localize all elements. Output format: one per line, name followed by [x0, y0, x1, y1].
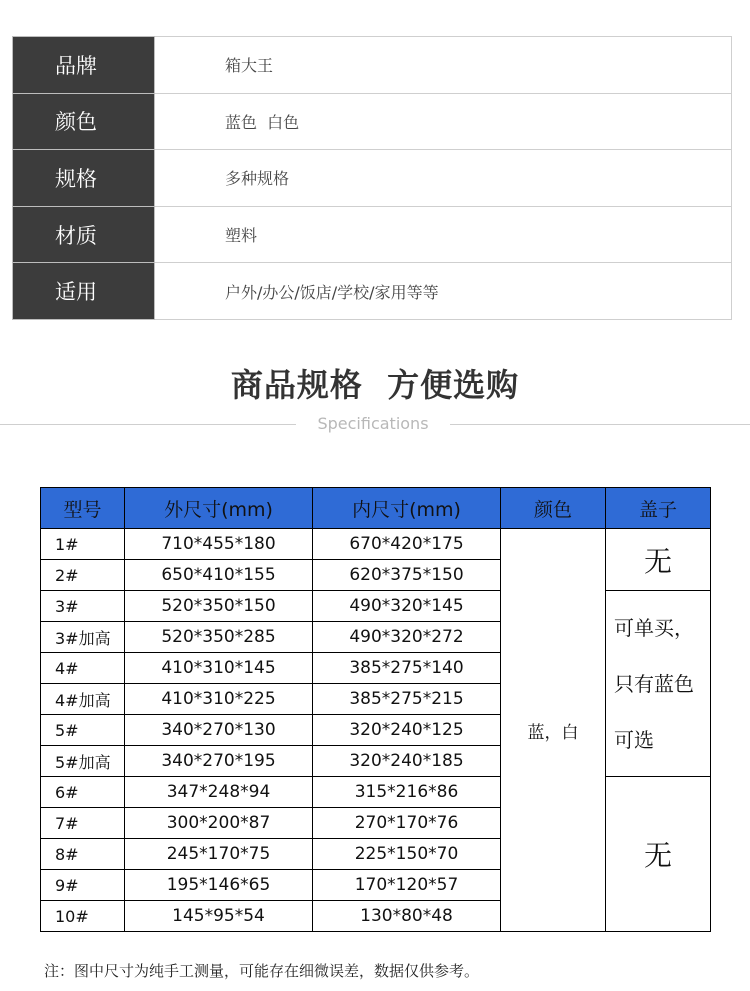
table-row	[41, 529, 711, 560]
section-title: 商品规格 方便选购	[230, 366, 520, 404]
cell-model: 5#	[41, 715, 125, 746]
cell-model: 10#	[41, 901, 125, 932]
cell-inner: 620*375*150	[313, 560, 501, 591]
cell-inner: 490*320*272	[313, 622, 501, 653]
section-subtitle: Specifications	[317, 414, 429, 433]
cell-outer: 340*270*195	[125, 746, 313, 777]
table-row	[41, 591, 711, 622]
attr-value: 塑料	[155, 206, 732, 263]
cell-outer: 410*310*225	[125, 684, 313, 715]
cell-model: 1#	[41, 529, 125, 560]
cell-inner: 385*275*215	[313, 684, 501, 715]
section-subtitle-row	[0, 412, 750, 438]
cell-model: 3#	[41, 591, 125, 622]
header-inner: 内尺寸(mm)	[313, 488, 501, 529]
cell-inner: 130*80*48	[313, 901, 501, 932]
cell-model: 5#加高	[41, 746, 125, 777]
cell-inner: 385*275*140	[313, 653, 501, 684]
lid-note-line: 可选	[614, 727, 654, 752]
cell-inner: 270*170*76	[313, 808, 501, 839]
cell-outer: 300*200*87	[125, 808, 313, 839]
attr-value: 蓝色 白色	[155, 93, 732, 150]
cell-inner: 315*216*86	[313, 777, 501, 808]
cell-model: 4#加高	[41, 684, 125, 715]
cell-outer: 340*270*130	[125, 715, 313, 746]
header-color: 颜色	[501, 488, 606, 529]
cell-inner: 320*240*125	[313, 715, 501, 746]
attr-row-spec	[13, 150, 732, 207]
header-lid: 盖子	[606, 488, 711, 529]
header-outer: 外尺寸(mm)	[125, 488, 313, 529]
attr-row-color	[13, 93, 732, 150]
attr-row-brand	[13, 37, 732, 94]
lid-note-line: 可单买，	[614, 615, 694, 640]
cell-outer: 710*455*180	[125, 529, 313, 560]
attr-key: 材质	[13, 206, 155, 263]
spec-header-row	[41, 488, 711, 529]
attr-key: 颜色	[13, 93, 155, 150]
cell-outer: 245*170*75	[125, 839, 313, 870]
cell-lid-optional	[606, 591, 711, 777]
spec-table	[40, 487, 711, 932]
cell-outer: 520*350*150	[125, 591, 313, 622]
cell-model: 8#	[41, 839, 125, 870]
cell-inner: 670*420*175	[313, 529, 501, 560]
cell-inner: 320*240*185	[313, 746, 501, 777]
cell-outer: 520*350*285	[125, 622, 313, 653]
cell-inner: 490*320*145	[313, 591, 501, 622]
table-row	[41, 777, 711, 808]
attr-key: 适用	[13, 263, 155, 320]
cell-outer: 347*248*94	[125, 777, 313, 808]
cell-inner: 225*150*70	[313, 839, 501, 870]
attr-value: 多种规格	[155, 150, 732, 207]
cell-lid-none: 无	[606, 529, 711, 591]
header-model: 型号	[41, 488, 125, 529]
divider-left	[0, 424, 296, 425]
cell-model: 6#	[41, 777, 125, 808]
cell-model: 2#	[41, 560, 125, 591]
attr-row-material	[13, 206, 732, 263]
cell-outer: 145*95*54	[125, 901, 313, 932]
cell-outer: 410*310*145	[125, 653, 313, 684]
cell-outer: 650*410*155	[125, 560, 313, 591]
cell-outer: 195*146*65	[125, 870, 313, 901]
attr-value: 箱大王	[155, 37, 732, 94]
attr-key: 规格	[13, 150, 155, 207]
footnote: 注：图中尺寸为纯手工测量，可能存在细微误差，数据仅供参考。	[44, 962, 480, 980]
cell-model: 4#	[41, 653, 125, 684]
lid-note-line: 只有蓝色	[614, 671, 694, 696]
cell-model: 3#加高	[41, 622, 125, 653]
attr-row-usage	[13, 263, 732, 320]
cell-color: 蓝，白	[501, 529, 606, 932]
divider-right	[450, 424, 750, 425]
cell-model: 9#	[41, 870, 125, 901]
attr-key: 品牌	[13, 37, 155, 94]
attribute-table	[12, 36, 732, 320]
cell-inner: 170*120*57	[313, 870, 501, 901]
cell-lid-none: 无	[606, 777, 711, 932]
cell-model: 7#	[41, 808, 125, 839]
attr-value: 户外/办公/饭店/学校/家用等等	[155, 263, 732, 320]
